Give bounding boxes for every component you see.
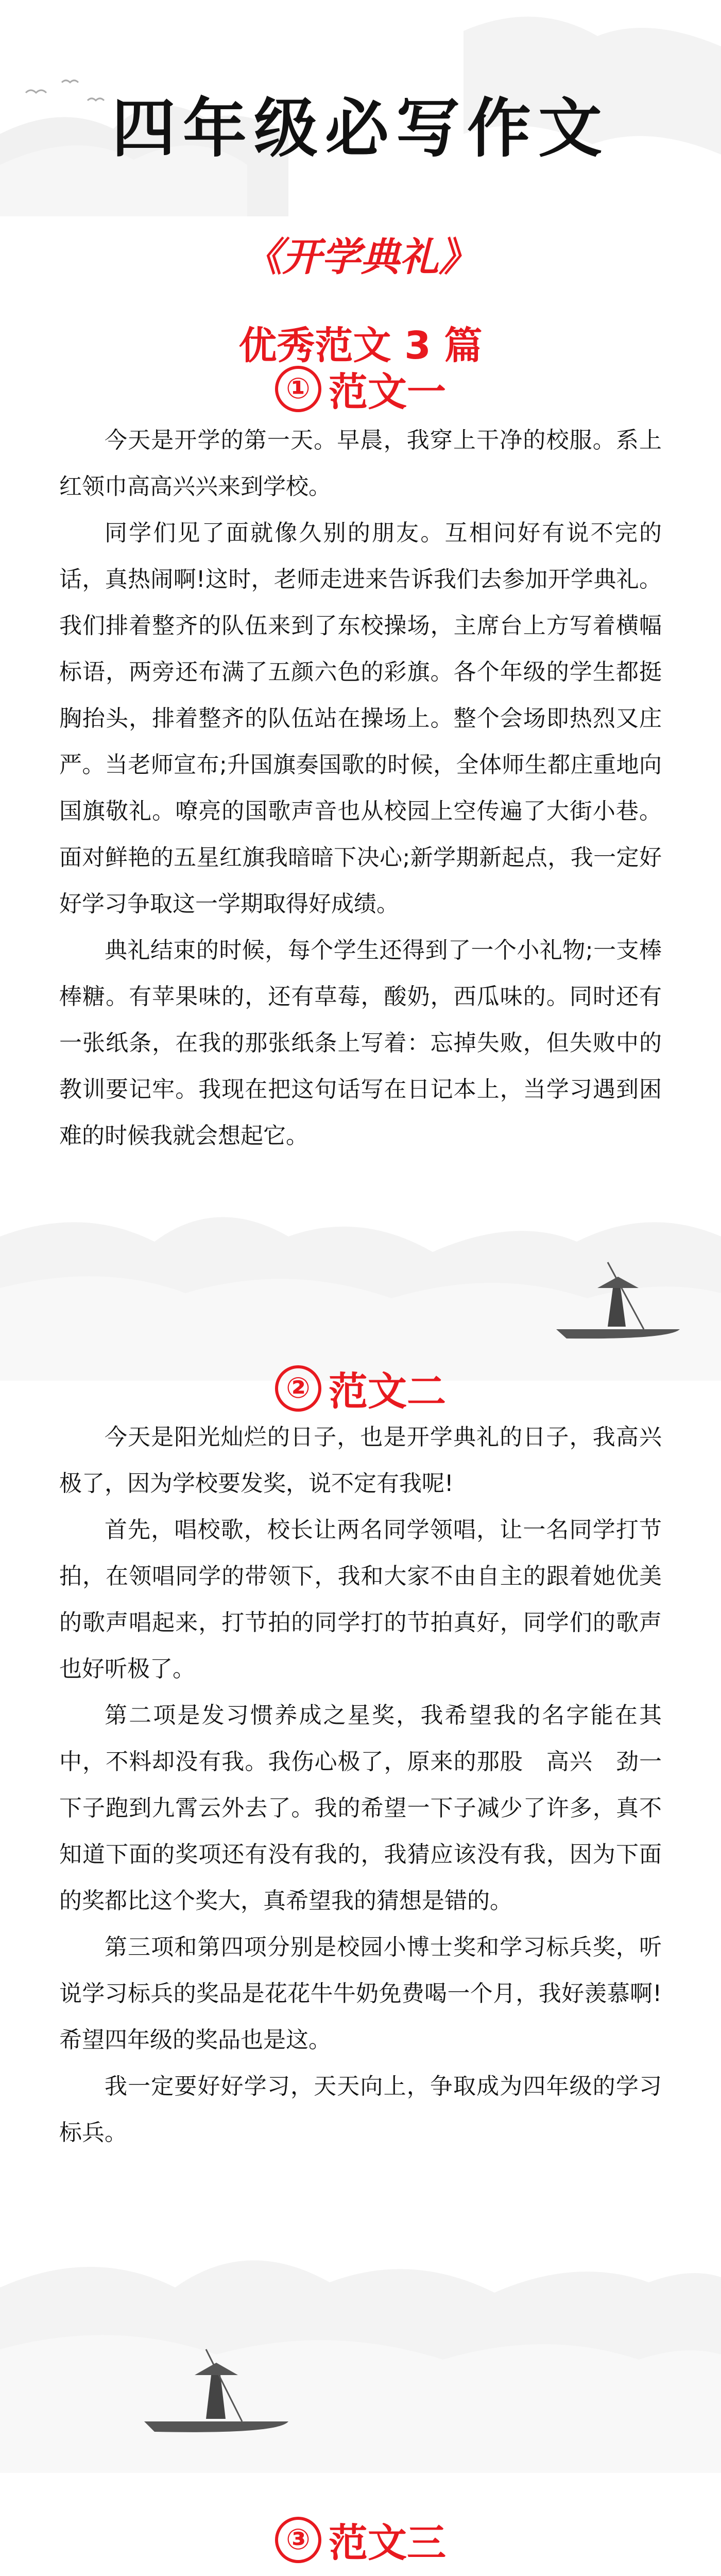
circled-number: ③ — [275, 2517, 321, 2563]
section-heading-text: 范文三 — [329, 2520, 446, 2566]
section-heading-2 — [0, 1360, 721, 1416]
paragraph: 今天是开学的第一天。早晨，我穿上干净的校服。系上红领巾高高兴兴来到学校。 — [59, 427, 662, 500]
essay-count-label: 优秀范文 3 篇 — [238, 324, 483, 368]
circled-number: ② — [275, 1365, 321, 1412]
paragraph: 同学们见了面就像久别的朋友。互相问好有说不完的话，真热闹啊!这时，老师走进来告诉我们去参加开学典礼。我们排着整齐的队伍来到了东校操场，主席台上方写着横幅标语，两旁还布满了五颜六色的彩旗。各个年级的学生都挺胸抬头，排着整齐的队伍站在操场上。整个会场即热烈又庄严。当老师宣布;升国旗奏国歌的时候，全体师生都庄重地向国旗敬礼。嘹亮的国歌声音也从校园上空传遍了大街小巷。面对鲜艳的五星红旗我暗暗下决心;新学期新起点，我一定好好学习争取这一学期取得好成绩。 — [59, 520, 662, 917]
paragraph: 我一定要好好学习，天天向上，争取成为四年级的学习标兵。 — [59, 2073, 662, 2146]
paragraph — [59, 2568, 662, 2576]
section-heading-3 — [0, 2512, 721, 2568]
paragraph: 今天是阳光灿烂的日子，也是开学典礼的日子，我高兴极了，因为学校要发奖，说不定有我呢! — [59, 1424, 662, 1497]
paragraph: 第二项是发习惯养成之星奖，我希望我的名字能在其中，不料却没有我。我伤心极了，原来的那股 高兴 劲一下子跑到九霄云外去了。我的希望一下子减少了许多，真不知道下面的奖项还有没有我的，我猜应该没有我，因为下面的奖都比这个奖大，真希望我的猜想是错的。 — [59, 1702, 662, 1914]
essay-body-3 — [59, 2568, 662, 2576]
section-heading-1 — [0, 361, 721, 417]
essay-body-2 — [59, 1414, 662, 2156]
essay-body-1 — [59, 417, 662, 1159]
page-title: 四年级必写作文 — [111, 91, 609, 166]
section-heading-text: 范文二 — [329, 1368, 446, 1414]
essay-subtitle: 《开学典礼》 — [243, 234, 478, 280]
section-heading-text: 范文一 — [329, 369, 446, 415]
ink-landscape-2 — [0, 2154, 721, 2473]
paragraph: 典礼结束的时候，每个学生还得到了一个小礼物;一支棒棒糖。有苹果味的，还有草莓，酸奶，西瓜味的。同时还有一张纸条，在我的那张纸条上写着：忘掉失败，但失败中的教训要记牢。我现在把这句话写在日记本上，当学习遇到困难的时候我就会想起它。 — [59, 937, 662, 1149]
paragraph: 第三项和第四项分别是校园小博士奖和学习标兵奖，听说学习标兵的奖品是花花牛牛奶免费喝一个月，我好羡慕啊!希望四年级的奖品也是这。 — [59, 1934, 662, 2053]
circled-number: ① — [275, 366, 321, 412]
ink-landscape-1 — [0, 1133, 721, 1381]
paragraph: 首先，唱校歌，校长让两名同学领唱，让一名同学打节拍，在领唱同学的带领下，我和大家不由自主的跟着她优美的歌声唱起来，打节拍的同学打的节拍真好，同学们的歌声也好听极了。 — [59, 1517, 662, 1682]
